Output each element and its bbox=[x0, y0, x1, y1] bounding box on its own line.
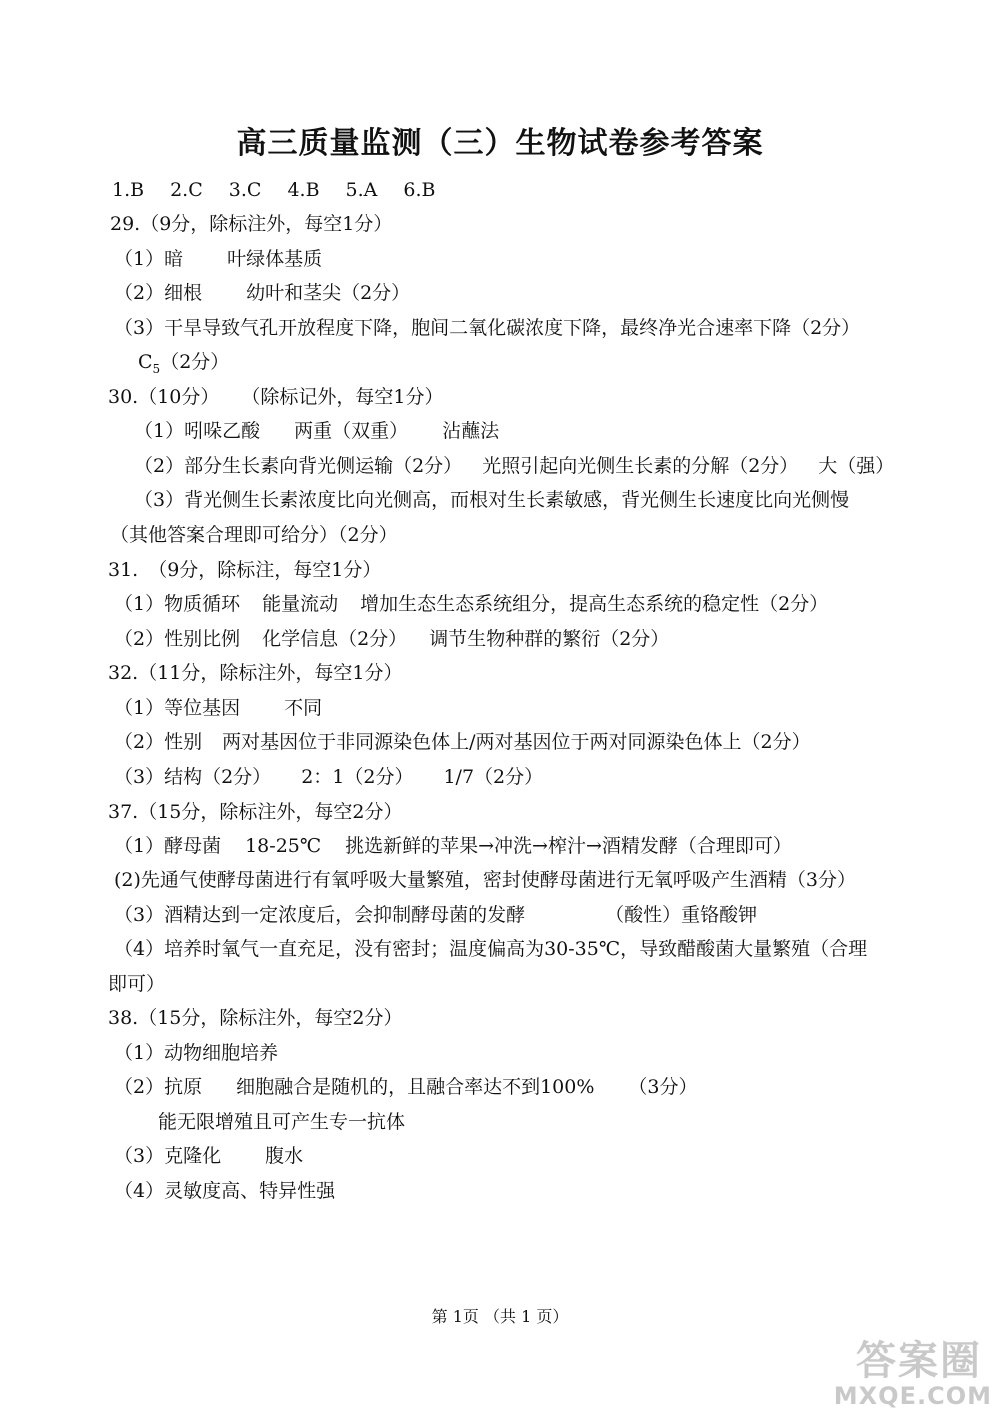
answer-line bbox=[110, 523, 398, 547]
answer-text: （3）背光侧生长素浓度比向光侧高，而根对生长素敏感，背光侧生长速度比向光侧慢 bbox=[134, 489, 850, 511]
answer-line bbox=[114, 281, 410, 305]
answer-text: （2）抗原 bbox=[114, 1076, 203, 1098]
answer-line bbox=[114, 592, 828, 616]
answer-line bbox=[134, 454, 894, 478]
watermark-domain: MXQE.COM bbox=[833, 1382, 992, 1410]
answer-text: （2）细根 bbox=[114, 282, 203, 304]
answer-text: （4）灵敏度高、特异性强 bbox=[114, 1180, 336, 1202]
answer-text: 2：1（2分） bbox=[301, 766, 414, 788]
answer-text: （4）培养时氧气一直充足，没有密封；温度偏高为30-35℃，导致醋酸菌大量繁殖（合理 bbox=[114, 938, 868, 960]
answer-text: （3）结构（2分） bbox=[114, 766, 272, 788]
answer-text: 挑选新鲜的苹果→冲洗→榨汁→酒精发酵（合理即可） bbox=[345, 835, 792, 857]
answer-line bbox=[114, 765, 543, 789]
answer-line bbox=[108, 385, 444, 409]
answer-text: 光照引起向光侧生长素的分解（2分） bbox=[482, 455, 799, 477]
answer-text: （1）物质循环 bbox=[114, 593, 241, 615]
answer-line bbox=[110, 212, 392, 236]
answer-text: 叶绿体基质 bbox=[227, 248, 323, 270]
answer-text: 腹水 bbox=[265, 1145, 304, 1167]
answer-text: 1.B bbox=[112, 179, 145, 201]
answer-text: （3）克隆化 bbox=[114, 1145, 222, 1167]
answer-text: 细胞融合是随机的，且融合率达不到100% bbox=[236, 1076, 595, 1098]
answer-line bbox=[114, 1041, 278, 1065]
answer-line bbox=[114, 1179, 335, 1203]
answer-text: 6.B bbox=[403, 179, 436, 201]
answer-text: 幼叶和茎尖（2分） bbox=[246, 282, 411, 304]
answer-text: （1）等位基因 bbox=[114, 697, 241, 719]
answer-text: （3）酒精达到一定浓度后，会抑制酵母菌的发酵 bbox=[114, 904, 526, 926]
answer-text: 不同 bbox=[284, 697, 323, 719]
answer-line bbox=[114, 868, 856, 892]
answer-text: 沾蘸法 bbox=[442, 420, 500, 442]
answer-text: 化学信息（2分） bbox=[262, 628, 408, 650]
answer-text: 两重（双重） bbox=[294, 420, 409, 442]
answer-text: （2）性别 bbox=[114, 731, 203, 753]
answer-text: 增加生态生态系统组分，提高生态系统的稳定性（2分） bbox=[360, 593, 829, 615]
answer-text: （1）动物细胞培养 bbox=[114, 1042, 279, 1064]
answer-text: 1/7（2分） bbox=[443, 766, 544, 788]
answer-line bbox=[114, 937, 867, 961]
answer-text: 调节生物种群的繁衍（2分） bbox=[429, 628, 670, 650]
answer-line bbox=[114, 834, 792, 858]
answer-text: （2）性别比例 bbox=[114, 628, 241, 650]
answer-line bbox=[114, 1144, 303, 1168]
answer-text: （9分，除标注，每空1分） bbox=[148, 559, 382, 581]
answer-text: （2）部分生长素向背光侧运输（2分） bbox=[134, 455, 463, 477]
page-footer: 第 1页 （共 1 页） bbox=[431, 1307, 569, 1326]
answer-text: （除标记外，每空1分） bbox=[241, 386, 444, 408]
answer-text: 3.C bbox=[228, 179, 262, 201]
answer-text: （酸性）重铬酸钾 bbox=[605, 904, 758, 926]
answer-line bbox=[134, 419, 499, 443]
answer-text: 两对基因位于非同源染色体上/两对基因位于两对同源染色体上（2分） bbox=[222, 731, 811, 753]
answer-line bbox=[108, 1006, 402, 1030]
answer-text: 37.（15分，除标注外，每空2分） bbox=[108, 801, 403, 823]
answer-line bbox=[114, 903, 757, 927]
answer-line bbox=[114, 627, 669, 651]
answer-line bbox=[114, 1075, 698, 1099]
answer-text: 2.C bbox=[170, 179, 203, 201]
answer-line bbox=[114, 316, 860, 340]
answer-line bbox=[114, 247, 322, 271]
answer-line bbox=[108, 661, 402, 685]
answer-text: （3）干旱导致气孔开放程度下降，胞间二氧化碳浓度下降，最终净光合速率下降（2分） bbox=[114, 317, 861, 339]
answer-line bbox=[108, 800, 402, 824]
answer-line bbox=[114, 730, 811, 754]
answer-text: 即可） bbox=[108, 973, 166, 995]
answer-text: 能无限增殖且可产生专一抗体 bbox=[158, 1111, 406, 1133]
answer-line bbox=[158, 1110, 405, 1134]
answer-text: （1）暗 bbox=[114, 248, 184, 270]
watermark-logo-text: 答案圈 bbox=[856, 1338, 982, 1384]
page-title: 高三质量监测（三）生物试卷参考答案 bbox=[236, 126, 764, 161]
answer-text: 31. bbox=[108, 559, 139, 581]
answer-text: 30.（10分） bbox=[108, 386, 220, 408]
answer-text: 大（强） bbox=[818, 455, 895, 477]
answer-text: （1）酵母菌 bbox=[114, 835, 222, 857]
answer-text: 32.（11分，除标注外，每空1分） bbox=[108, 662, 403, 684]
answer-line bbox=[138, 350, 229, 381]
answer-text: 5.A bbox=[345, 179, 378, 201]
answer-text: （其他答案合理即可给分）（2分） bbox=[110, 524, 398, 546]
answer-line bbox=[108, 558, 381, 582]
answer-text: 38.（15分，除标注外，每空2分） bbox=[108, 1007, 403, 1029]
answer-line bbox=[134, 488, 849, 512]
answer-line bbox=[112, 178, 435, 202]
site-watermark bbox=[833, 1334, 1000, 1412]
answer-text: 29.（9分，除标注外，每空1分） bbox=[110, 213, 393, 235]
answer-text: （1）吲哚乙酸 bbox=[134, 420, 261, 442]
answer-line bbox=[108, 972, 165, 996]
answer-text: 18-25℃ bbox=[245, 835, 322, 857]
answer-text: 能量流动 bbox=[262, 593, 339, 615]
answer-text: 4.B bbox=[287, 179, 320, 201]
answer-text: （3分） bbox=[628, 1076, 698, 1098]
answer-text: (2)先通气使酵母菌进行有氧呼吸大量繁殖，密封使酵母菌进行无氧呼吸产生酒精（3分） bbox=[114, 869, 857, 891]
answer-line bbox=[114, 696, 322, 720]
answer-text: $C_5(2$分） bbox=[138, 351, 230, 376]
